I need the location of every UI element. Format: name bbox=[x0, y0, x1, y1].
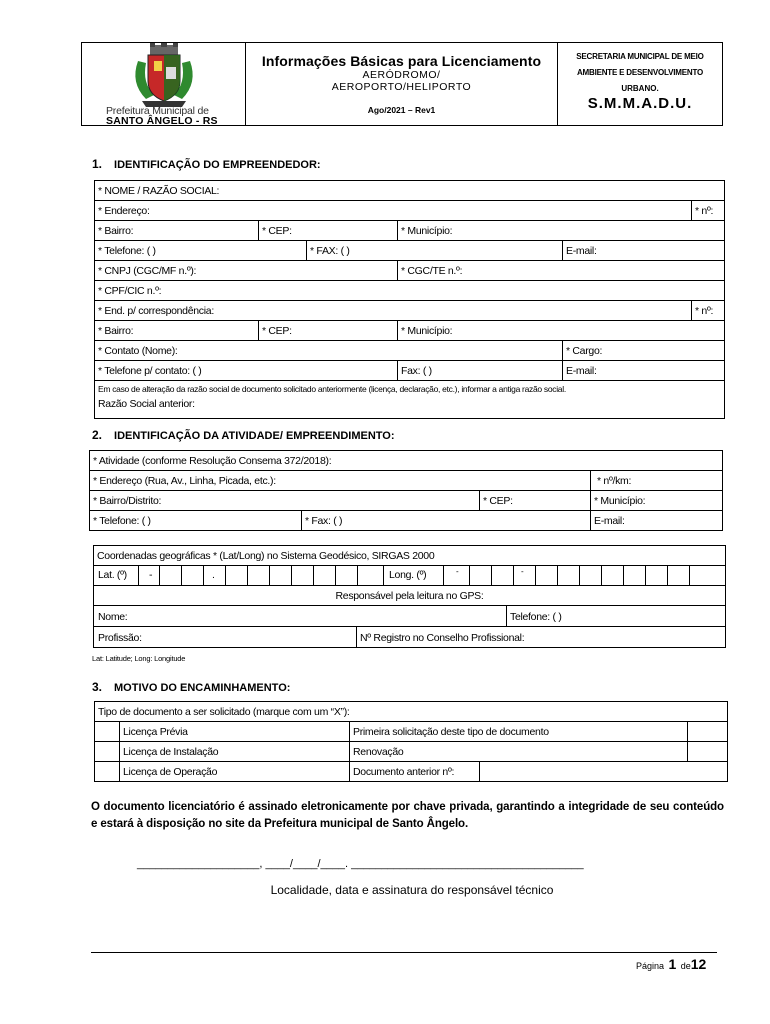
section1-heading bbox=[92, 157, 321, 171]
entrepreneur-table bbox=[94, 180, 725, 419]
document-header bbox=[81, 42, 723, 126]
section1-title: IDENTIFICAÇÃO DO EMPREENDEDOR: bbox=[114, 159, 321, 171]
activity-cep-field[interactable]: * CEP: bbox=[480, 491, 591, 511]
coordinates-input-row bbox=[94, 566, 726, 586]
municipal-logo-cell bbox=[82, 43, 246, 125]
telefone-field[interactable]: * Telefone: ( ) bbox=[95, 241, 307, 261]
contact-phone-field[interactable]: * Telefone p/ contato: ( ) bbox=[95, 361, 398, 381]
section3-heading bbox=[92, 680, 290, 694]
long-box-sep bbox=[557, 566, 558, 585]
old-name-cell[interactable] bbox=[95, 381, 725, 419]
gps-name-field[interactable]: Nome: bbox=[98, 611, 128, 623]
footer-rule bbox=[91, 952, 717, 953]
column-divider bbox=[506, 606, 507, 626]
option-licenca-instalacao: Licença de Instalação bbox=[120, 742, 350, 762]
column-divider bbox=[356, 627, 357, 647]
activity-bairro-field[interactable]: * Bairro/Distrito: bbox=[90, 491, 480, 511]
long-box-sep bbox=[535, 566, 536, 585]
section3-number: 3. bbox=[92, 680, 103, 694]
gps-name-row bbox=[94, 606, 726, 627]
lat-box-sep bbox=[383, 566, 384, 585]
long-box-sep bbox=[645, 566, 646, 585]
document-title: Informações Básicas para Licenciamento bbox=[261, 53, 542, 69]
address-number-field[interactable]: * nº: bbox=[692, 201, 725, 221]
coordinates-legend: Lat: Latitude; Long: Longitude bbox=[92, 654, 186, 663]
lat-box-sep bbox=[203, 566, 204, 585]
activity-table bbox=[89, 450, 723, 531]
lat-box-sep bbox=[159, 566, 160, 585]
cpf-field[interactable]: * CPF/CIC n.º: bbox=[95, 281, 725, 301]
lat-box-sep bbox=[138, 566, 139, 585]
contact-role-field[interactable]: * Cargo: bbox=[563, 341, 725, 361]
cgcte-field[interactable]: * CGC/TE n.º: bbox=[398, 261, 725, 281]
option-checkbox[interactable] bbox=[688, 742, 728, 762]
long-box-sep bbox=[491, 566, 492, 585]
lat-box-sep bbox=[225, 566, 226, 585]
coat-of-arms-icon bbox=[124, 43, 204, 109]
gps-phone-field[interactable]: Telefone: ( ) bbox=[510, 611, 562, 623]
title-cell bbox=[246, 43, 558, 125]
section3-title: MOTIVO DO ENCAMINHAMENTO: bbox=[114, 682, 291, 694]
long-box-sep bbox=[667, 566, 668, 585]
activity-field[interactable]: * Atividade (conforme Resolução Consema 372/2018): bbox=[90, 451, 723, 471]
long-box-sep bbox=[689, 566, 690, 585]
latitude-label: Lat. (º) bbox=[98, 569, 127, 581]
electronic-signature-statement: O documento licenciatório é assinado eletronicamente por chave privada, garantindo a integridade de seu conteúdo e estará à disposição no site da Prefeitura municipal de Santo Ângelo. bbox=[91, 801, 724, 830]
bairro-field[interactable]: * Bairro: bbox=[95, 221, 259, 241]
contact-email-field[interactable]: E-mail: bbox=[563, 361, 725, 381]
lat-box-sep bbox=[335, 566, 336, 585]
signature-caption: Localidade, data e assinatura do responsável técnico bbox=[270, 883, 554, 897]
activity-municipio-field[interactable]: * Município: bbox=[591, 491, 723, 511]
municipio-field[interactable]: * Município: bbox=[398, 221, 725, 241]
long-box-sep bbox=[579, 566, 580, 585]
option-renovacao: Renovação bbox=[350, 742, 688, 762]
lat-box-sep bbox=[269, 566, 270, 585]
gps-registry-field[interactable]: Nº Registro no Conselho Profissional: bbox=[360, 632, 525, 644]
correspondence-municipio-field[interactable]: * Município: bbox=[398, 321, 725, 341]
section2-title: IDENTIFICAÇÃO DA ATIVIDADE/ EMPREENDIMENTO: bbox=[114, 430, 395, 442]
longitude-dash1: - bbox=[456, 567, 459, 576]
previous-document-number-field[interactable] bbox=[480, 762, 728, 782]
correspondence-bairro-field[interactable]: * Bairro: bbox=[95, 321, 259, 341]
correspondence-number-field[interactable]: * nº: bbox=[692, 301, 725, 321]
page-current: 1 bbox=[668, 956, 677, 972]
request-type-title: Tipo de documento a ser solicitado (marque com um “X”): bbox=[95, 702, 728, 722]
longitude-label: Long. (º) bbox=[389, 569, 427, 581]
department-line1: SECRETARIA MUNICIPAL DE MEIO bbox=[576, 52, 704, 61]
longitude-dash2: - bbox=[521, 567, 524, 576]
coordinates-title: Coordenadas geográficas * (Lat/Long) no Sistema Geodésico, SIRGAS 2000 bbox=[94, 546, 726, 566]
city-name-line2: SANTO ÂNGELO - RS bbox=[106, 115, 218, 127]
section2-heading bbox=[92, 428, 395, 442]
lat-box-sep bbox=[291, 566, 292, 585]
page-total: 12 bbox=[690, 956, 707, 972]
activity-phone-field[interactable]: * Telefone: ( ) bbox=[90, 511, 302, 531]
option-licenca-previa: Licença Prévia bbox=[120, 722, 350, 742]
department-line3: URBANO. bbox=[621, 84, 659, 93]
correspondence-cep-field[interactable]: * CEP: bbox=[259, 321, 398, 341]
contact-name-field[interactable]: * Contato (Nome): bbox=[95, 341, 563, 361]
option-checkbox[interactable] bbox=[688, 722, 728, 742]
option-checkbox[interactable] bbox=[95, 722, 120, 742]
signature-line[interactable]: ____________________, ____/____/____. ______________________________________ bbox=[137, 858, 584, 870]
subtitle-line1: AERÓDROMO/ bbox=[362, 69, 441, 81]
lat-box-sep bbox=[313, 566, 314, 585]
version-label: Ago/2021 – Rev1 bbox=[367, 105, 436, 115]
latitude-decimal-point: . bbox=[212, 569, 215, 581]
request-type-table bbox=[94, 701, 728, 782]
department-line2: AMBIENTE E DESENVOLVIMENTO bbox=[576, 68, 704, 77]
long-box-sep bbox=[513, 566, 514, 585]
option-documento-anterior: Documento anterior nº: bbox=[350, 762, 480, 782]
long-box-sep bbox=[623, 566, 624, 585]
address-field[interactable]: * Endereço: bbox=[95, 201, 692, 221]
old-name-label: Razão Social anterior: bbox=[98, 398, 195, 410]
page-of: de bbox=[680, 961, 691, 971]
fax-field[interactable]: * FAX: ( ) bbox=[307, 241, 563, 261]
old-name-note: Em caso de alteração da razão social de documento solicitado anteriormente (licença, declaração, etc.), informar a antiga razão social. bbox=[98, 384, 566, 394]
option-licenca-operacao: Licença de Operação bbox=[120, 762, 350, 782]
cep-field[interactable]: * CEP: bbox=[259, 221, 398, 241]
activity-address-field[interactable]: * Endereço (Rua, Av., Linha, Picada, etc.): bbox=[90, 471, 591, 491]
subtitle-line2: AEROPORTO/HELIPORTO bbox=[331, 81, 472, 93]
section1-number: 1. bbox=[92, 157, 103, 171]
activity-email-field[interactable]: E-mail: bbox=[591, 511, 723, 531]
lat-box-sep bbox=[357, 566, 358, 585]
activity-number-km-field[interactable]: * nº/km: bbox=[591, 471, 723, 491]
long-box-sep bbox=[443, 566, 444, 585]
page-number bbox=[636, 956, 706, 974]
gps-profession-field[interactable]: Profissão: bbox=[98, 632, 142, 644]
coordinates-table bbox=[93, 545, 726, 648]
latitude-sign: - bbox=[149, 569, 153, 581]
long-box-sep bbox=[601, 566, 602, 585]
lat-box-sep bbox=[181, 566, 182, 585]
name-field[interactable]: * NOME / RAZÃO SOCIAL: bbox=[95, 181, 725, 201]
department-cell bbox=[558, 43, 722, 125]
lat-box-sep bbox=[247, 566, 248, 585]
option-checkbox[interactable] bbox=[95, 742, 120, 762]
city-name-line1: Prefeitura Municipal de bbox=[106, 105, 209, 117]
gps-profession-row bbox=[94, 627, 726, 648]
correspondence-address-field[interactable]: * End. p/ correspondência: bbox=[95, 301, 692, 321]
option-primeira-solicitacao: Primeira solicitação deste tipo de documento bbox=[350, 722, 688, 742]
contact-fax-field[interactable]: Fax: ( ) bbox=[398, 361, 563, 381]
activity-fax-field[interactable]: * Fax: ( ) bbox=[302, 511, 591, 531]
email-field[interactable]: E-mail: bbox=[563, 241, 725, 261]
gps-responsible-title: Responsável pela leitura no GPS: bbox=[94, 586, 726, 606]
long-box-sep bbox=[469, 566, 470, 585]
cnpj-field[interactable]: * CNPJ (CGC/MF n.º): bbox=[95, 261, 398, 281]
department-abbreviation: S.M.M.A.D.U. bbox=[587, 95, 693, 112]
page-label: Página bbox=[636, 961, 665, 971]
option-checkbox[interactable] bbox=[95, 762, 120, 782]
section2-number: 2. bbox=[92, 428, 103, 442]
